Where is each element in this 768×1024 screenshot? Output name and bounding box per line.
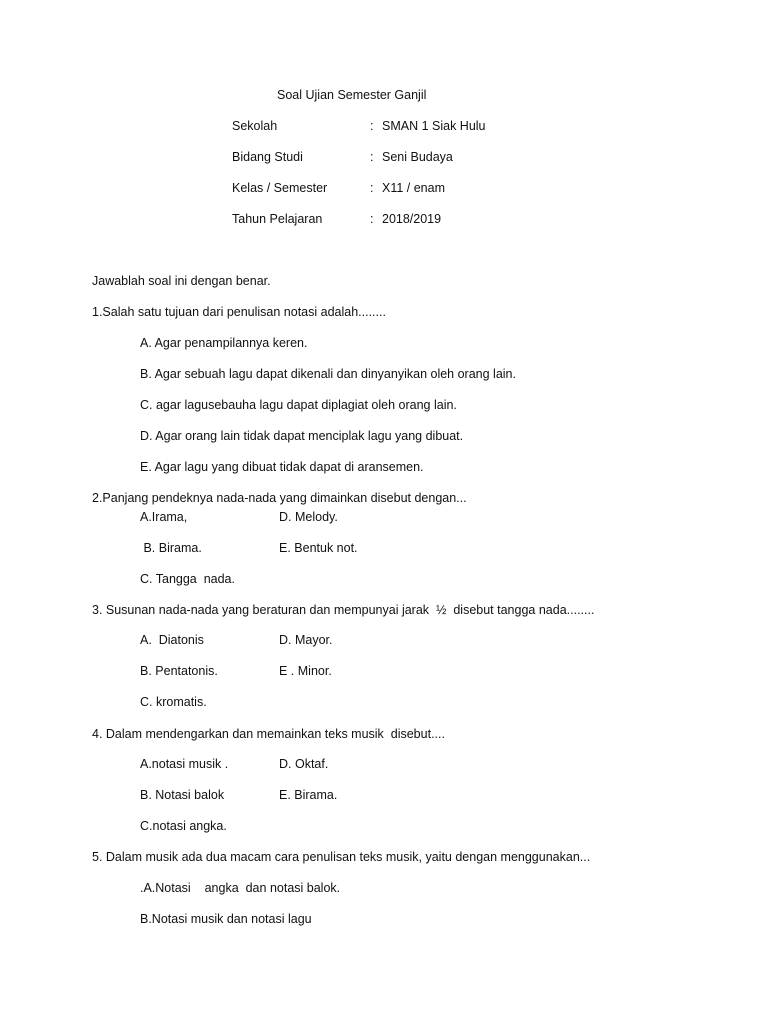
question-1-option-e: E. Agar lagu yang dibuat tidak dapat di aransemen.	[140, 460, 424, 474]
info-value-kelas-semester: X11 / enam	[382, 181, 446, 195]
info-colon: :	[370, 181, 374, 195]
question-2-option-d: D. Melody.	[279, 510, 338, 524]
question-3: 3. Susunan nada-nada yang beraturan dan mempunyai jarak ½ disebut tangga nada........	[92, 603, 595, 617]
info-label-tahun-pelajaran: Tahun Pelajaran	[232, 212, 323, 226]
question-4: 4. Dalam mendengarkan dan memainkan teks musik disebut....	[92, 727, 445, 741]
question-4-option-a: A.notasi musik .	[140, 757, 229, 771]
question-5-option-a: .A.Notasi angka dan notasi balok.	[140, 881, 341, 895]
question-3-option-c: C. kromatis.	[140, 695, 207, 709]
question-1-option-c: C. agar lagusebauha lagu dapat diplagiat oleh orang lain.	[140, 398, 457, 412]
question-4-option-d: D. Oktaf.	[279, 757, 329, 771]
question-2-option-e: E. Bentuk not.	[279, 541, 358, 555]
question-3-option-a: A. Diatonis	[140, 633, 204, 647]
info-label-bidang-studi: Bidang Studi	[232, 150, 303, 164]
question-5: 5. Dalam musik ada dua macam cara penulisan teks musik, yaitu dengan menggunakan...	[92, 850, 591, 864]
question-5-option-b: B.Notasi musik dan notasi lagu	[140, 912, 312, 926]
info-label-sekolah: Sekolah	[232, 119, 278, 133]
document-title: Soal Ujian Semester Ganjil	[277, 88, 427, 102]
info-value-sekolah: SMAN 1 Siak Hulu	[382, 119, 486, 133]
question-1-option-d: D. Agar orang lain tidak dapat menciplak lagu yang dibuat.	[140, 429, 464, 443]
question-1-option-a: A. Agar penampilannya keren.	[140, 336, 308, 350]
instructions: Jawablah soal ini dengan benar.	[92, 274, 271, 288]
question-1: 1.Salah satu tujuan dari penulisan notasi adalah........	[92, 305, 386, 319]
info-colon: :	[370, 150, 374, 164]
question-2-option-c: C. Tangga nada.	[140, 572, 235, 586]
question-2-option-a: A.Irama,	[140, 510, 188, 524]
question-4-option-c: C.notasi angka.	[140, 819, 227, 833]
info-label-kelas-semester: Kelas / Semester	[232, 181, 328, 195]
question-4-option-b: B. Notasi balok	[140, 788, 225, 802]
info-value-tahun-pelajaran: 2018/2019	[382, 212, 442, 226]
question-2-option-b: B. Birama.	[140, 541, 202, 555]
question-3-option-d: D. Mayor.	[279, 633, 333, 647]
info-colon: :	[370, 212, 374, 226]
question-4-option-e: E. Birama.	[279, 788, 338, 802]
question-3-option-e: E . Minor.	[279, 664, 332, 678]
question-2: 2.Panjang pendeknya nada-nada yang dimainkan disebut dengan...	[92, 491, 467, 505]
question-3-option-b: B. Pentatonis.	[140, 664, 218, 678]
info-colon: :	[370, 119, 374, 133]
question-1-option-b: B. Agar sebuah lagu dapat dikenali dan dinyanyikan oleh orang lain.	[140, 367, 516, 381]
info-value-bidang-studi: Seni Budaya	[382, 150, 453, 164]
